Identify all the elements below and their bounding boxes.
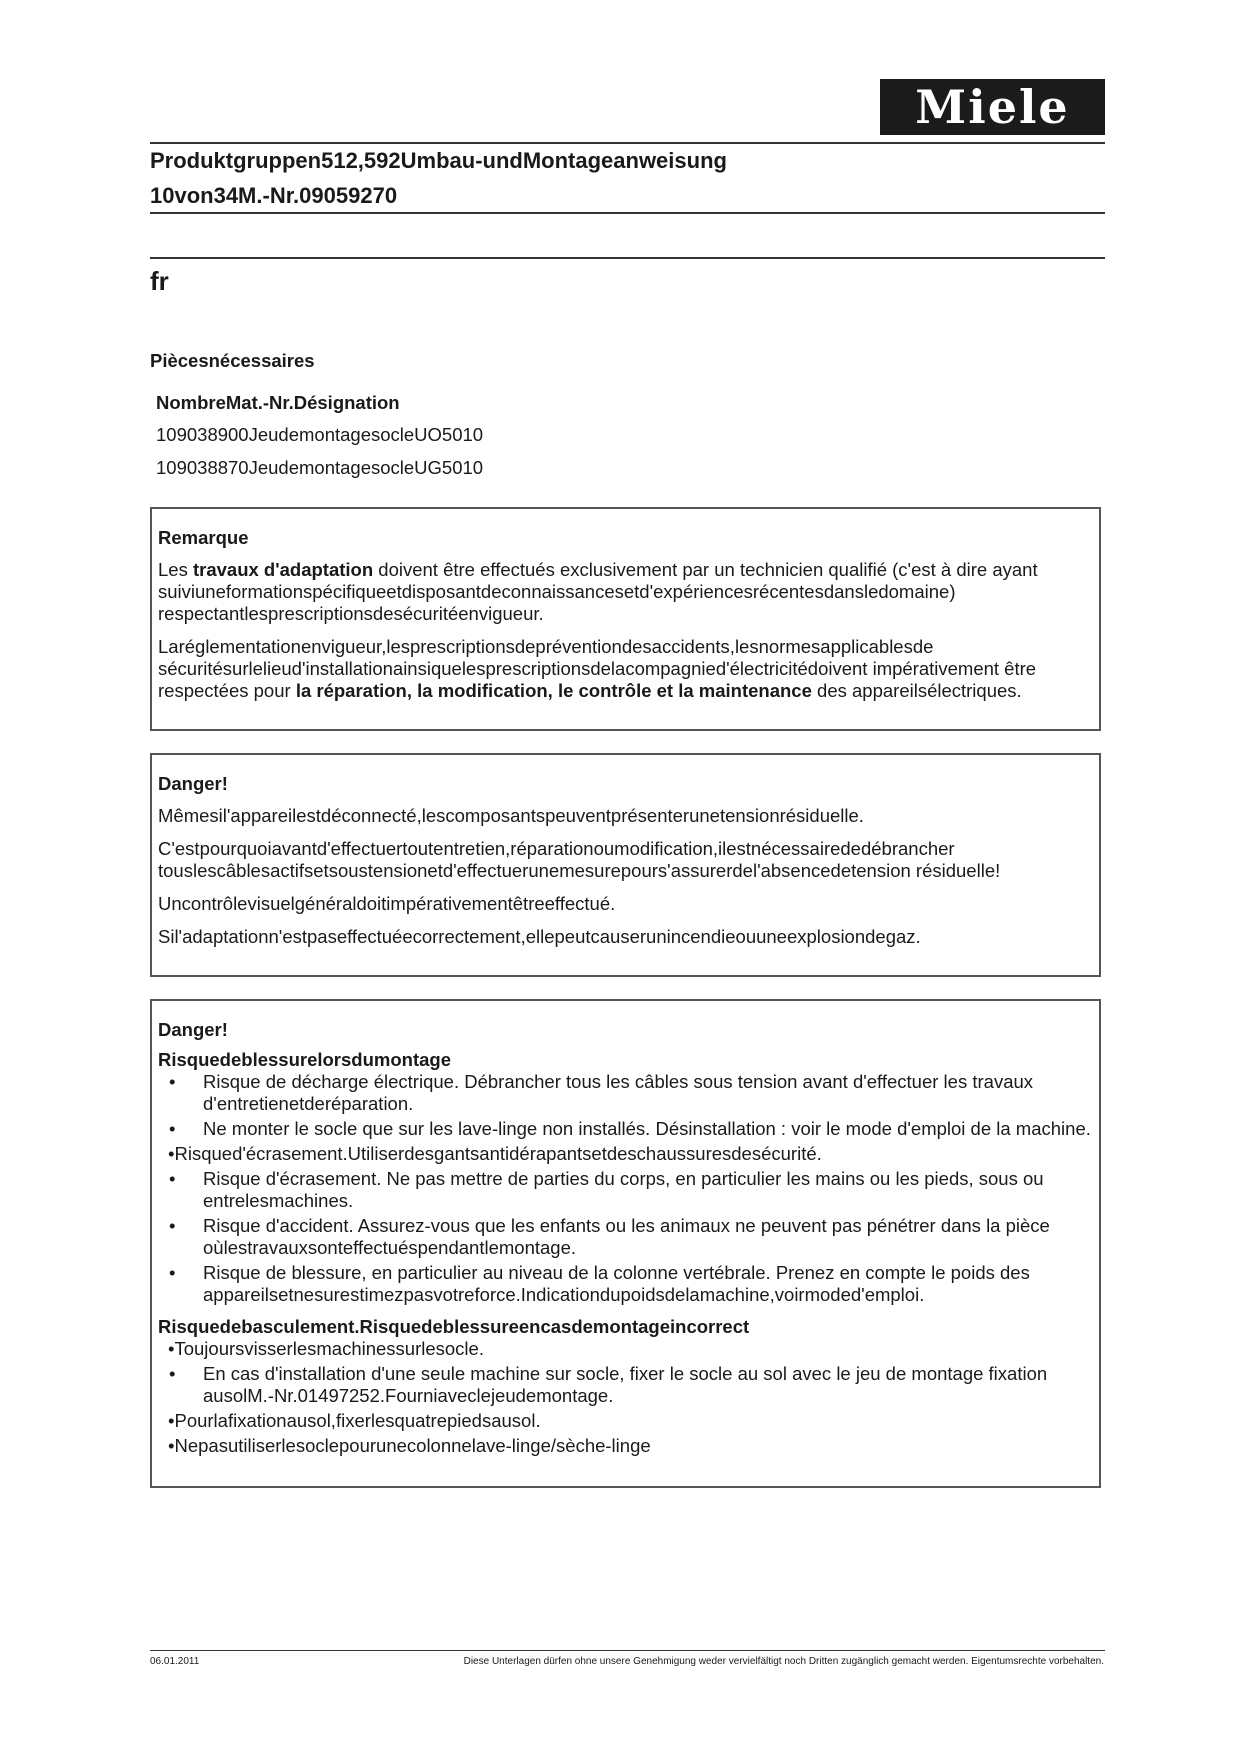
list-item (158, 1118, 1093, 1140)
list-item (158, 1410, 1093, 1432)
danger-box-mounting (150, 999, 1101, 1488)
bullet: • (169, 1215, 176, 1236)
document-title: Produktgruppen512,592Umbau-undMontageanweisung (150, 148, 727, 173)
list-item (158, 1262, 1093, 1306)
bullet: • (169, 1363, 176, 1384)
injury-risk-list (158, 1071, 1093, 1306)
document-subtitle: 10von34M.-Nr.09059270 (150, 183, 398, 208)
remarque-emphasis: travaux d'adaptation (192, 559, 374, 580)
injury-risk-heading: Risquedeblessurelorsdumontage (158, 1049, 451, 1070)
bullet: • (169, 1262, 176, 1283)
footer-copyright-note: Diese Unterlagen dürfen ohne unsere Genehmigung weder vervielfältigt noch Dritten zugänglich gemacht werden. Eigentumsrechte vorbehalten. (463, 1656, 1104, 1667)
list-item (158, 1215, 1093, 1259)
remarque-paragraph-2 (158, 636, 1093, 702)
list-item (158, 1363, 1093, 1407)
bullet: • (169, 1168, 176, 1189)
danger-title: Danger! (158, 1019, 228, 1040)
remarque-box (150, 507, 1101, 731)
miele-logo (880, 79, 1105, 135)
list-item-text: Risque d'accident. Assurez-vous que les enfants ou les animaux ne peuvent pas pénétrer dans la pièce oùlestravauxsonteffectuéspendantlemontage. (203, 1215, 1050, 1258)
remarque-paragraph-1 (158, 559, 1093, 625)
bullet: • (169, 1118, 176, 1139)
parts-heading: Piècesnécessaires (150, 350, 315, 371)
list-item (158, 1435, 1093, 1457)
list-item (158, 1168, 1093, 1212)
danger-paragraph: C'estpourquoiavantd'effectuertoutentretien,réparationoumodification,ilestnécessairededébrancher touslescâblesactifsetsoustensionetd'effectuerunemesurepours'assurerdel'absencedetension résiduelle! (158, 838, 1001, 881)
list-item-text: En cas d'installation d'une seule machine sur socle, fixer le socle au sol avec le jeu de montage fixation ausolM.-Nr.01497252.Fourniaveclejeudemontage. (203, 1363, 1048, 1406)
bullet: • (168, 1143, 175, 1164)
list-item-text: Risque de blessure, en particulier au niveau de la colonne vertébrale. Prenez en compte le poids des appareilsetnesurestimezpasvotreforce.Indicationdupoidsdelamachine,voirmoded'emploi. (203, 1262, 1030, 1305)
language-code: fr (150, 266, 169, 296)
bullet: • (168, 1338, 175, 1359)
list-item-text: Risqued'écrasement.Utiliserdesgantsantidérapantsetdeschaussuresdesécurité. (174, 1143, 822, 1164)
remarque-text: des appareilsélectriques. (811, 680, 1022, 701)
danger-paragraph: Mêmesil'appareilestdéconnecté,lescomposantspeuventprésenterunetensionrésiduelle. (158, 805, 864, 826)
tipping-risk-list (158, 1338, 1093, 1457)
danger-paragraph: Sil'adaptationn'estpaseffectuéecorrectement,ellepeutcauserunincendieouuneexplosiondegaz. (158, 926, 921, 947)
bullet: • (169, 1071, 176, 1092)
list-item (158, 1071, 1093, 1115)
bullet: • (168, 1435, 175, 1456)
parts-table-row: 109038900JeudemontagesocleUO5010 (156, 424, 484, 445)
parts-table-header: NombreMat.-Nr.Désignation (156, 392, 400, 413)
danger-box-residual-voltage (150, 753, 1101, 977)
list-item (158, 1143, 1093, 1165)
footer-date: 06.01.2011 (150, 1656, 200, 1667)
bullet: • (168, 1410, 175, 1431)
header-rule-top (150, 142, 1105, 144)
list-item-text: Risque d'écrasement. Ne pas mettre de parties du corps, en particulier les mains ou les pieds, sous ou entrelesmachines. (203, 1168, 1044, 1211)
remarque-text: Laréglementationenvigueur,lesprescriptionsdepréventiondesaccidents,lesnormesapplicablesde sécuritésurlelieud'installationainsiquelesprescriptionsdelacompagnied'électricitédoivent impérativement être respectées pour (158, 636, 1037, 701)
language-rule (150, 257, 1105, 259)
logo-text: Miele (915, 80, 1070, 134)
list-item-text: Nepasutiliserlesoclepourunecolonnelave-linge/sèche-linge (174, 1435, 651, 1456)
remarque-text: Les (158, 559, 193, 580)
danger-paragraph: Uncontrôlevisuelgénéraldoitimpérativementêtreeffectué. (158, 893, 616, 914)
remarque-text: doivent être effectués exclusivement par un technicien qualifié (c'est à dire ayant suiviuneformationspécifiqueetdisposantdeconnaissancesetd'expériencesrécentesdansledomaine) respectantlesprescriptionsdesécuritéenvigueur. (158, 559, 1038, 624)
tipping-risk-heading: Risquedebasculement.Risquedeblessureencasdemontageincorrect (158, 1316, 750, 1337)
parts-table-row: 109038870JeudemontagesocleUG5010 (156, 457, 484, 478)
danger-title: Danger! (158, 773, 228, 794)
footer-rule (150, 1650, 1105, 1651)
header-rule-bottom (150, 212, 1105, 214)
list-item-text: Toujoursvisserlesmachinessurlesocle. (174, 1338, 484, 1359)
remarque-emphasis: la réparation, la modification, le contrôle et la maintenance (295, 680, 812, 701)
list-item (158, 1338, 1093, 1360)
list-item-text: Risque de décharge électrique. Débrancher tous les câbles sous tension avant d'effectuer les travaux d'entretienetderéparation. (203, 1071, 1034, 1114)
list-item-text: Ne monter le socle que sur les lave-linge non installés. Désinstallation : voir le mode d'emploi de la machine. (203, 1118, 1091, 1139)
remarque-title: Remarque (158, 527, 249, 548)
list-item-text: Pourlafixationausol,fixerlesquatrepiedsausol. (174, 1410, 541, 1431)
